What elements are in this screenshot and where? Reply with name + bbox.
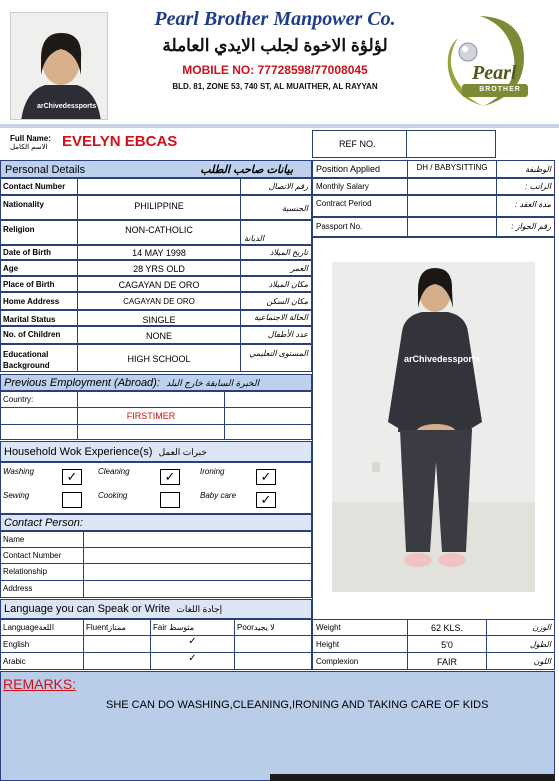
previous-employment-header xyxy=(0,374,312,391)
personal-row-arabic: المستوى التعليمي xyxy=(240,344,312,372)
physical-row-label: Weight xyxy=(312,619,408,636)
physical-row-arabic: اللون xyxy=(486,652,555,670)
personal-row-arabic: مكان الميلاد xyxy=(240,276,312,292)
position-row-value xyxy=(407,195,497,217)
language-fair: ✓ xyxy=(150,652,235,670)
personal-row-arabic: عدد الأطفال xyxy=(240,326,312,344)
remarks-title: REMARKS: xyxy=(3,676,77,692)
household-checkbox[interactable]: ✓ xyxy=(256,492,276,508)
personal-row-label: Date of Birth xyxy=(0,245,78,260)
contact-person-row-value[interactable] xyxy=(83,580,312,598)
household-item-label: Washing xyxy=(3,467,34,476)
language-fluent xyxy=(83,652,151,670)
personal-row-value: CAGAYAN DE ORO xyxy=(77,276,241,292)
employment-row-blank xyxy=(0,424,78,440)
contact-person-row-value[interactable] xyxy=(83,547,312,564)
language-fair: ✓ xyxy=(150,635,235,653)
household-title: Household Wok Experience(s) xyxy=(4,446,153,458)
personal-row-value: 14 MAY 1998 xyxy=(77,245,241,260)
physical-row-label: Height xyxy=(312,635,408,653)
position-row-value xyxy=(407,217,497,237)
shirt-text-small: arChivedessports xyxy=(37,103,97,110)
contact-person-row-value[interactable] xyxy=(83,531,312,548)
household-item-label: Ironing xyxy=(200,467,225,476)
remarks-panel xyxy=(0,671,555,781)
personal-row-label: Religion xyxy=(0,220,78,245)
language-title: Language you can Speak or Write xyxy=(4,603,171,615)
applicant-full-photo xyxy=(332,262,535,592)
personal-row-label: No. of Children xyxy=(0,326,78,344)
full-name-label-arabic: الاسم الكامل xyxy=(10,144,48,151)
personal-details-title-arabic: بيانات صاحب الطلب xyxy=(200,164,293,176)
ref-no-label-cell xyxy=(312,130,407,158)
personal-row-value: HIGH SCHOOL xyxy=(77,344,241,372)
ref-no-value-cell xyxy=(406,130,496,158)
personal-row-value: NON-CATHOLIC xyxy=(77,220,241,245)
country-label: Country: xyxy=(0,391,78,408)
contact-person-row-label: Relationship xyxy=(0,563,84,581)
personal-row-label: Educational Background xyxy=(0,344,78,372)
full-name-label: Full Name: xyxy=(10,134,51,143)
contact-person-title: Contact Person: xyxy=(4,517,83,529)
personal-row-arabic: العمر xyxy=(240,260,312,276)
full-name-value: EVELYN EBCAS xyxy=(62,133,178,150)
contact-person-row-label: Name xyxy=(0,531,84,548)
employment-value: FIRSTIMER xyxy=(77,407,225,425)
position-row-value xyxy=(407,178,497,195)
physical-row-value: FAIR xyxy=(407,652,487,670)
language-name: Arabic xyxy=(0,652,84,670)
employment-row-blank xyxy=(77,424,225,440)
company-address: BLD. 81, ZONE 53, 740 ST, AL MUAITHER, AL RAYYAN xyxy=(172,82,378,91)
country-value-cell xyxy=(77,391,225,408)
contact-person-row-label: Contact Number xyxy=(0,547,84,564)
header-divider xyxy=(0,124,559,128)
personal-row-value xyxy=(77,178,241,195)
position-row-label: Contract Period xyxy=(312,195,408,217)
position-row-label: Position Applied xyxy=(312,160,408,178)
language-col-header: Poorلا يجيد xyxy=(234,619,312,636)
contact-person-header xyxy=(0,514,312,531)
employment-row-blank xyxy=(224,407,312,425)
personal-row-value: CAGAYAN DE ORO xyxy=(77,292,241,310)
shirt-text-large: arChivedessports xyxy=(404,354,481,364)
physical-row-label: Complexion xyxy=(312,652,408,670)
household-checkbox[interactable]: ✓ xyxy=(256,469,276,485)
household-checkbox[interactable]: ✓ xyxy=(62,469,82,485)
personal-row-value: PHILIPPINE xyxy=(77,195,241,220)
personal-row-arabic: تاريخ الميلاد xyxy=(240,245,312,260)
position-row-arabic: الراتب : xyxy=(496,178,555,195)
personal-row-label: Marital Status xyxy=(0,310,78,326)
remarks-corner-bar xyxy=(270,774,555,781)
personal-row-arabic: مكان السكن xyxy=(240,292,312,310)
previous-employment-title: Previous Employment (Abroad): xyxy=(4,377,160,389)
language-poor xyxy=(234,635,312,653)
company-logo xyxy=(428,8,552,120)
household-checkbox[interactable]: ✓ xyxy=(160,469,180,485)
company-name-arabic: لؤلؤة الاخوة لجلب الايدي العاملة xyxy=(162,36,388,55)
personal-row-arabic: رقم الاتصال xyxy=(240,178,312,195)
contact-person-row-label: Address xyxy=(0,580,84,598)
previous-employment-title-arabic: الخبرة السابقة خارج البلد xyxy=(166,378,260,388)
position-row-value: DH / BABYSITTING xyxy=(407,160,497,178)
personal-details-title: Personal Details xyxy=(5,164,86,176)
logo-text: Pearl xyxy=(472,62,517,84)
household-title-arabic: خبرات العمل xyxy=(158,447,207,457)
personal-row-label: Home Address xyxy=(0,292,78,310)
company-name: Pearl Brother Manpower Co. xyxy=(154,8,396,30)
personal-row-value: 28 YRS OLD xyxy=(77,260,241,276)
language-poor xyxy=(234,652,312,670)
household-checkbox[interactable] xyxy=(160,492,180,508)
personal-row-arabic: الجنسية xyxy=(240,195,312,220)
company-mobile: MOBILE NO: 77728598/77008045 xyxy=(182,63,368,77)
household-item-label: Cooking xyxy=(98,491,128,500)
language-fluent xyxy=(83,635,151,653)
household-item-label: Sewing xyxy=(3,491,30,500)
logo-subtext: BROTHER xyxy=(479,86,521,93)
full-body-figure-icon xyxy=(332,262,535,592)
language-col-header: Languageاللغة xyxy=(0,619,84,636)
ref-no-label: REF NO. xyxy=(339,139,376,149)
household-checkbox[interactable] xyxy=(62,492,82,508)
personal-row-arabic: الديانة xyxy=(240,220,312,245)
header-area xyxy=(0,0,559,128)
language-col-header: Fluentممتاز xyxy=(83,619,151,636)
household-item-label: Baby care xyxy=(200,491,237,500)
position-row-arabic: رقم الجواز : xyxy=(496,217,555,237)
remarks-text: SHE CAN DO WASHING,CLEANING,IRONING AND TAKING CARE OF KIDS xyxy=(106,699,489,711)
physical-row-value: 5'0 xyxy=(407,635,487,653)
language-title-arabic: إجادة اللغات xyxy=(176,604,223,614)
personal-row-label: Place of Birth xyxy=(0,276,78,292)
language-col-header: Fair متوسط xyxy=(150,619,235,636)
physical-row-arabic: الطول xyxy=(486,635,555,653)
physical-row-arabic: الوزن xyxy=(486,619,555,636)
personal-row-label: Nationality xyxy=(0,195,78,220)
position-row-arabic: مدة العقد : xyxy=(496,195,555,217)
country-extra-cell xyxy=(224,391,312,408)
household-item-label: Cleaning xyxy=(98,467,130,476)
personal-row-label: Contact Number xyxy=(0,178,78,195)
personal-row-value: NONE xyxy=(77,326,241,344)
position-row-arabic: الوظيفة xyxy=(496,160,555,178)
personal-row-label: Age xyxy=(0,260,78,276)
contact-person-row-value[interactable] xyxy=(83,563,312,581)
position-row-label: Passport No. xyxy=(312,217,408,237)
personal-row-value: SINGLE xyxy=(77,310,241,326)
employment-row-blank xyxy=(224,424,312,440)
language-header xyxy=(0,599,312,619)
applicant-portrait-small xyxy=(10,12,108,120)
personal-row-arabic: الحالة الاجتماعية xyxy=(240,310,312,326)
employment-row-blank xyxy=(0,407,78,425)
household-header xyxy=(0,441,312,462)
language-name: English xyxy=(0,635,84,653)
full-name-label-cell xyxy=(0,130,58,158)
personal-details-header xyxy=(0,160,312,178)
position-row-label: Monthly Salary xyxy=(312,178,408,195)
physical-row-value: 62 KLS. xyxy=(407,619,487,636)
